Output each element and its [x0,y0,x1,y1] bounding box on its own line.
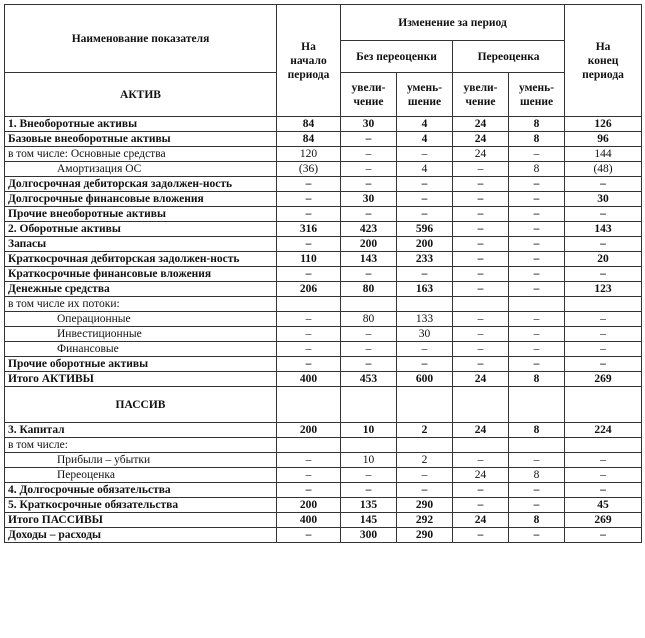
value-cell: – [277,237,341,252]
value-cell: – [565,483,642,498]
value-cell: – [565,312,642,327]
table-row [5,342,642,357]
no-reval-increase-header: увели- чение [341,73,397,117]
value-cell: – [509,252,565,267]
table-row [5,132,642,147]
table-row [5,423,642,438]
row-label: Краткосрочная дебиторская задолжен-ность [5,252,277,267]
value-cell: 8 [509,372,565,387]
value-cell: – [453,357,509,372]
value-cell: – [565,267,642,282]
value-cell: – [277,468,341,483]
table-row [5,297,642,312]
value-cell: (48) [565,162,642,177]
value-cell: – [509,357,565,372]
value-cell: 8 [509,423,565,438]
table-row [5,162,642,177]
row-label: в том числе их потоки: [5,297,277,312]
aktiv-section-header: АКТИВ [5,73,277,117]
value-cell: – [341,468,397,483]
row-label: Запасы [5,237,277,252]
table-row [5,147,642,162]
value-cell: 24 [453,132,509,147]
value-cell: 10 [341,453,397,468]
value-cell: – [453,267,509,282]
revaluation-header: Переоценка [453,41,565,73]
value-cell: 45 [565,498,642,513]
table-row [5,513,642,528]
value-cell: – [509,177,565,192]
value-cell: – [341,342,397,357]
value-cell: 123 [565,282,642,297]
table-row [5,192,642,207]
value-cell [277,297,341,312]
table-row [5,483,642,498]
row-label: Доходы – расходы [5,528,277,543]
value-cell: – [453,282,509,297]
value-cell: – [509,147,565,162]
value-cell: 126 [565,117,642,132]
row-label: Прочие оборотные активы [5,357,277,372]
value-cell: – [397,177,453,192]
value-cell: – [509,282,565,297]
value-cell: – [453,453,509,468]
table-row [5,528,642,543]
row-label: 2. Оборотные активы [5,222,277,237]
value-cell: – [397,357,453,372]
row-label: Прочие внеоборотные активы [5,207,277,222]
value-cell: – [397,147,453,162]
value-cell: – [509,222,565,237]
table-row [5,327,642,342]
value-cell: – [341,177,397,192]
value-cell: 84 [277,117,341,132]
value-cell: 143 [341,252,397,267]
passiv-section-header: ПАССИВ [5,387,277,423]
table-row [5,468,642,483]
value-cell: – [341,357,397,372]
row-label: Денежные средства [5,282,277,297]
value-cell: – [341,162,397,177]
table-row [5,498,642,513]
row-label: 5. Краткосрочные обязательства [5,498,277,513]
value-cell: – [509,237,565,252]
value-cell: 200 [341,237,397,252]
value-cell: 453 [341,372,397,387]
value-cell: – [277,267,341,282]
value-cell: 8 [509,132,565,147]
value-cell: – [341,147,397,162]
value-cell: – [277,357,341,372]
value-cell: 2 [397,453,453,468]
value-cell: (36) [277,162,341,177]
value-cell: 8 [509,513,565,528]
value-cell: – [565,453,642,468]
table-row [5,282,642,297]
value-cell [565,438,642,453]
value-cell: 600 [397,372,453,387]
value-cell: 120 [277,147,341,162]
value-cell: 30 [565,192,642,207]
value-cell: – [277,342,341,357]
value-cell: – [565,177,642,192]
value-cell: – [509,327,565,342]
value-cell: 144 [565,147,642,162]
row-label: Прибыли – убытки [5,453,277,468]
table-row [5,357,642,372]
value-cell: – [277,207,341,222]
balance-table-wrapper [4,4,642,543]
value-cell: 206 [277,282,341,297]
value-cell: – [453,327,509,342]
value-cell: – [397,483,453,498]
value-cell: 30 [341,117,397,132]
value-cell: – [277,312,341,327]
value-cell: – [341,267,397,282]
value-cell [397,438,453,453]
value-cell: 292 [397,513,453,528]
value-cell: – [277,192,341,207]
value-cell: 8 [509,117,565,132]
value-cell: 290 [397,498,453,513]
value-cell: – [341,327,397,342]
value-cell: – [509,528,565,543]
value-cell: – [509,498,565,513]
value-cell: – [277,177,341,192]
table-row [5,117,642,132]
value-cell: 30 [341,192,397,207]
value-cell: 133 [397,312,453,327]
value-cell: 80 [341,312,397,327]
table-row [5,237,642,252]
table-row [5,312,642,327]
value-cell [453,297,509,312]
reval-decrease-header: умень- шение [509,73,565,117]
value-cell: – [453,342,509,357]
row-label: Долгосрочные финансовые вложения [5,192,277,207]
value-cell: 4 [397,162,453,177]
value-cell: – [453,207,509,222]
value-cell: 200 [277,423,341,438]
row-label: в том числе: Основные средства [5,147,277,162]
table-row [5,372,642,387]
value-cell: – [277,453,341,468]
value-cell: – [509,207,565,222]
value-cell: – [565,237,642,252]
value-cell [509,438,565,453]
value-cell: 84 [277,132,341,147]
balance-change-table [4,4,642,543]
row-label: Долгосрочная дебиторская задолжен-ность [5,177,277,192]
value-cell: 24 [453,513,509,528]
value-cell: 2 [397,423,453,438]
value-cell: – [453,528,509,543]
no-revaluation-header: Без переоценки [341,41,453,73]
value-cell: 20 [565,252,642,267]
value-cell: – [509,483,565,498]
value-cell: 316 [277,222,341,237]
value-cell: – [565,207,642,222]
row-label: Итого ПАССИВЫ [5,513,277,528]
table-row [5,438,642,453]
value-cell: – [341,483,397,498]
start-period-header: На начало периода [277,5,341,117]
value-cell: 596 [397,222,453,237]
row-label: Краткосрочные финансовые вложения [5,267,277,282]
value-cell: – [509,312,565,327]
value-cell: 400 [277,372,341,387]
value-cell [341,438,397,453]
value-cell: 96 [565,132,642,147]
table-row [5,267,642,282]
value-cell [341,297,397,312]
row-label: Инвестиционные [5,327,277,342]
row-label: 3. Капитал [5,423,277,438]
value-cell: – [453,237,509,252]
value-cell: – [453,498,509,513]
value-cell: 135 [341,498,397,513]
table-row [5,252,642,267]
value-cell: – [509,192,565,207]
indicator-header: Наименование показателя [5,5,277,73]
value-cell: 24 [453,117,509,132]
value-cell [565,297,642,312]
value-cell: – [565,357,642,372]
value-cell: – [509,267,565,282]
value-cell: – [397,207,453,222]
value-cell: – [453,162,509,177]
value-cell: – [453,252,509,267]
row-label: в том числе: [5,438,277,453]
value-cell [277,438,341,453]
value-cell: 423 [341,222,397,237]
value-cell: 4 [397,117,453,132]
value-cell: – [397,342,453,357]
value-cell: 269 [565,372,642,387]
value-cell: – [509,342,565,357]
value-cell: 24 [453,372,509,387]
change-header: Изменение за период [341,5,565,41]
row-label: Итого АКТИВЫ [5,372,277,387]
value-cell: – [397,267,453,282]
value-cell: – [565,327,642,342]
end-period-header: На конец периода [565,5,642,117]
value-cell: 80 [341,282,397,297]
table-row [5,222,642,237]
value-cell: 224 [565,423,642,438]
value-cell: 24 [453,468,509,483]
value-cell [397,297,453,312]
value-cell: – [453,192,509,207]
row-label: 1. Внеоборотные активы [5,117,277,132]
value-cell: – [565,342,642,357]
value-cell: – [509,453,565,468]
value-cell: – [565,528,642,543]
row-label: Финансовые [5,342,277,357]
table-row [5,177,642,192]
table-row [5,453,642,468]
reval-increase-header: увели- чение [453,73,509,117]
value-cell: – [397,468,453,483]
value-cell: – [565,468,642,483]
value-cell: – [277,483,341,498]
value-cell: – [341,132,397,147]
value-cell: 200 [397,237,453,252]
value-cell: – [341,207,397,222]
value-cell: – [277,327,341,342]
value-cell: 163 [397,282,453,297]
row-label: 4. Долгосрочные обязательства [5,483,277,498]
value-cell: 200 [277,498,341,513]
value-cell: – [453,483,509,498]
table-row [5,207,642,222]
no-reval-decrease-header: умень- шение [397,73,453,117]
value-cell [453,438,509,453]
value-cell: 8 [509,162,565,177]
value-cell: 233 [397,252,453,267]
value-cell: 269 [565,513,642,528]
row-label: Амортизация ОС [5,162,277,177]
value-cell: 24 [453,147,509,162]
value-cell: 145 [341,513,397,528]
value-cell: 400 [277,513,341,528]
row-label: Операционные [5,312,277,327]
value-cell: – [397,192,453,207]
row-label: Базовые внеоборотные активы [5,132,277,147]
value-cell: 24 [453,423,509,438]
value-cell [509,297,565,312]
value-cell: 110 [277,252,341,267]
value-cell: – [453,177,509,192]
value-cell: 143 [565,222,642,237]
row-label: Переоценка [5,468,277,483]
value-cell: – [453,312,509,327]
value-cell: 30 [397,327,453,342]
value-cell: 290 [397,528,453,543]
value-cell: 4 [397,132,453,147]
value-cell: 10 [341,423,397,438]
value-cell: 8 [509,468,565,483]
value-cell: – [277,528,341,543]
value-cell: 300 [341,528,397,543]
value-cell: – [453,222,509,237]
